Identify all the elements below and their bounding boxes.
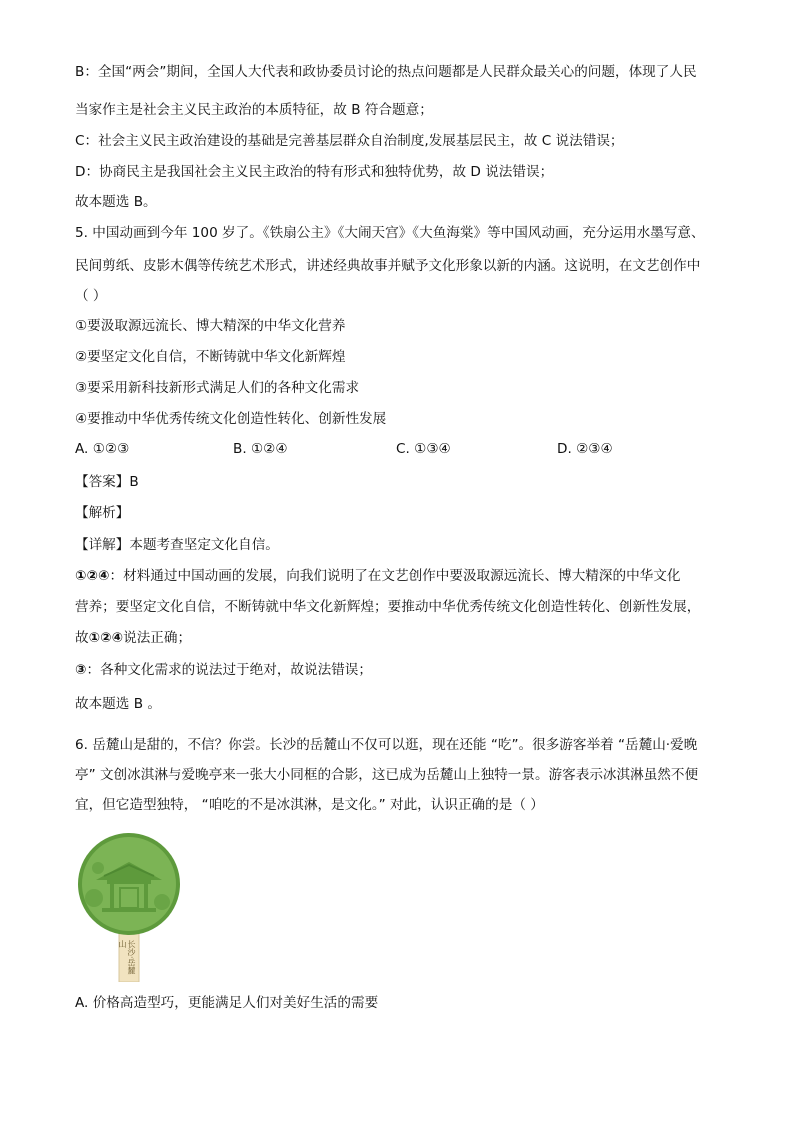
answer-tag: 【答案】	[75, 474, 130, 490]
q5-explanation-1-line2: 营养；要坚定文化自信，不断铸就中华文化新辉煌；要推动中华优秀传统文化创造性转化、创新性发展，	[75, 599, 701, 615]
exp1-line3-b: ①②④	[88, 630, 124, 646]
q6-stem-line2: 亭” 文创冰淇淋与爱晚亭来一张大小同框的合影，这已成为岳麓山上独特一景。游客表示冰淇淋虽然不便	[75, 767, 699, 783]
q6-stem-line1: 6. 岳麓山是甜的，不信？你尝。长沙的岳麓山不仅可以逛，现在还能 “吃”。很多游客举着 “岳麓山·爱晚	[75, 737, 698, 753]
q5-explanation-2	[75, 660, 372, 680]
q5-item-1: ①要汲取源远流长、博大精深的中华文化营养	[75, 318, 346, 334]
q5-stem-line3: （ ）	[75, 288, 107, 304]
exp1-line3-c: 说法正确；	[123, 630, 192, 646]
exp2-text: ：各种文化需求的说法过于绝对，故说法错误；	[86, 662, 372, 678]
exp1-prefix: ①②④	[75, 568, 110, 584]
q5-option-a: A. ①②③	[75, 441, 130, 457]
detail-tag: 【详解】	[75, 537, 130, 553]
q5-answer	[75, 472, 139, 492]
answer-value: B	[129, 474, 139, 490]
q5-stem-line2: 民间剪纸、皮影木偶等传统艺术形式，讲述经典故事并赋予文化形象以新的内涵。这说明，在文艺创作中	[75, 258, 701, 274]
q5-option-b: B. ①②④	[233, 441, 288, 457]
q5-options	[75, 441, 725, 461]
exp1-line3-a: 故	[75, 630, 89, 646]
q4-option-b-line1: B：全国“两会”期间，全国人大代表和政协委员讨论的热点问题都是人民群众最关心的问题，体现了人民	[75, 64, 697, 80]
q5-explanation-1-line1	[75, 566, 680, 586]
q6-option-a: A. 价格高造型巧，更能满足人们对美好生活的需要	[75, 995, 379, 1011]
q4-option-c: C：社会主义民主政治建设的基础是完善基层群众自治制度,发展基层民主，故 C 说法错误；	[75, 133, 624, 149]
q5-option-c: C. ①③④	[396, 441, 451, 457]
q5-item-2: ②要坚定文化自信，不断铸就中华文化新辉煌	[75, 349, 346, 365]
q5-detail	[75, 535, 279, 555]
stick-label: 长沙·岳麓山	[118, 940, 136, 975]
q4-option-d: D：协商民主是我国社会主义民主政治的特有形式和独特优势，故 D 说法错误；	[75, 164, 554, 180]
exp2-prefix: ③	[75, 662, 87, 678]
exp1-text: ：材料通过中国动画的发展，向我们说明了在文艺创作中要汲取源远流长、博大精深的中华文化	[109, 568, 681, 584]
q5-item-3: ③要采用新科技新形式满足人们的各种文化需求	[75, 380, 360, 396]
q4-conclusion: 故本题选 B。	[75, 194, 157, 210]
detail-text: 本题考查坚定文化自信。	[129, 537, 279, 553]
q6-stem-line3: 宜，但它造型独特， “咱吃的不是冰淇淋，是文化。” 对此，认识正确的是（ ）	[75, 797, 544, 813]
q5-conclusion: 故本题选 B 。	[75, 696, 161, 712]
popsicle-image	[74, 832, 184, 982]
q5-stem-line1: 5. 中国动画到今年 100 岁了。《铁扇公主》《大闹天宫》《大鱼海棠》等中国风动画，充分运用水墨写意、	[75, 225, 705, 241]
q5-option-d: D. ②③④	[557, 441, 613, 457]
q5-analysis-tag: 【解析】	[75, 505, 130, 521]
q5-explanation-1-line3	[75, 628, 191, 648]
q4-option-b-line2: 当家作主是社会主义民主政治的本质特征，故 B 符合题意；	[75, 102, 433, 118]
q5-item-4: ④要推动中华优秀传统文化创造性转化、创新性发展	[75, 411, 387, 427]
